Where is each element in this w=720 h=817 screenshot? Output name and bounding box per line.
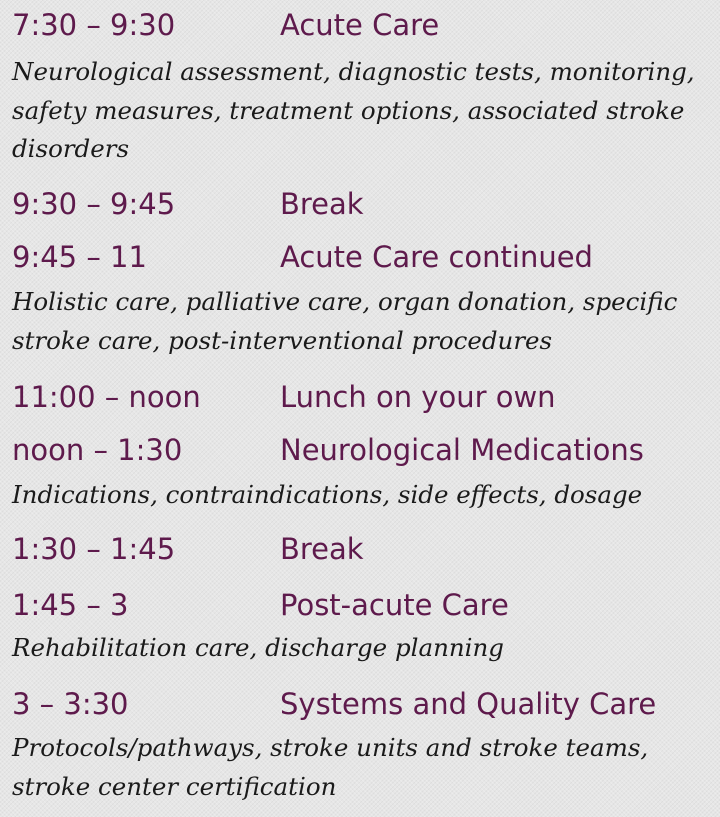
session-row-acute-care-continued (12, 237, 712, 277)
session-title: Break (280, 187, 364, 221)
session-row-break (12, 529, 712, 569)
session-description (12, 629, 712, 668)
session-title: Post-acute Care (280, 588, 509, 622)
description-line: Protocols/pathways, stroke units and stroke teams, (12, 733, 649, 762)
session-description (12, 53, 712, 169)
description-line: safety measures, treatment options, associated stroke (12, 95, 685, 125)
description-line: Holistic care, palliative care, organ donation, specific (12, 287, 678, 316)
session-title: Acute Care continued (280, 240, 593, 274)
session-time: 11:00 – noon (12, 380, 201, 414)
session-title: Lunch on your own (280, 380, 556, 414)
session-title: Acute Care (280, 8, 440, 42)
session-description (12, 729, 712, 806)
session-row-lunch (12, 377, 712, 417)
description-line: disorders (12, 134, 130, 163)
session-row-neurological-medications (12, 430, 712, 470)
session-time: 9:30 – 9:45 (12, 187, 176, 221)
description-line: Neurological assessment, diagnostic tests, monitoring, (12, 57, 695, 86)
session-time: 1:45 – 3 (12, 588, 129, 622)
description-line: stroke care, post-interventional procedures (12, 325, 553, 355)
session-time: noon – 1:30 (12, 433, 183, 467)
session-title: Neurological Medications (280, 433, 644, 467)
session-description (12, 283, 712, 360)
session-time: 9:45 – 11 (12, 240, 147, 274)
session-row-break (12, 184, 712, 224)
description-line: Indications, contraindications, side effects, dosage (12, 480, 643, 509)
session-time: 3 – 3:30 (12, 687, 129, 721)
session-title: Systems and Quality Care (280, 687, 657, 721)
session-title: Break (280, 532, 364, 566)
session-row-acute-care (12, 5, 712, 45)
session-time: 7:30 – 9:30 (12, 8, 176, 42)
session-time: 1:30 – 1:45 (12, 532, 176, 566)
session-row-post-acute-care (12, 585, 712, 625)
description-line: stroke center certification (12, 771, 337, 801)
session-row-systems-quality-care (12, 684, 712, 724)
description-line: Rehabilitation care, discharge planning (12, 633, 504, 662)
session-description (12, 476, 712, 515)
